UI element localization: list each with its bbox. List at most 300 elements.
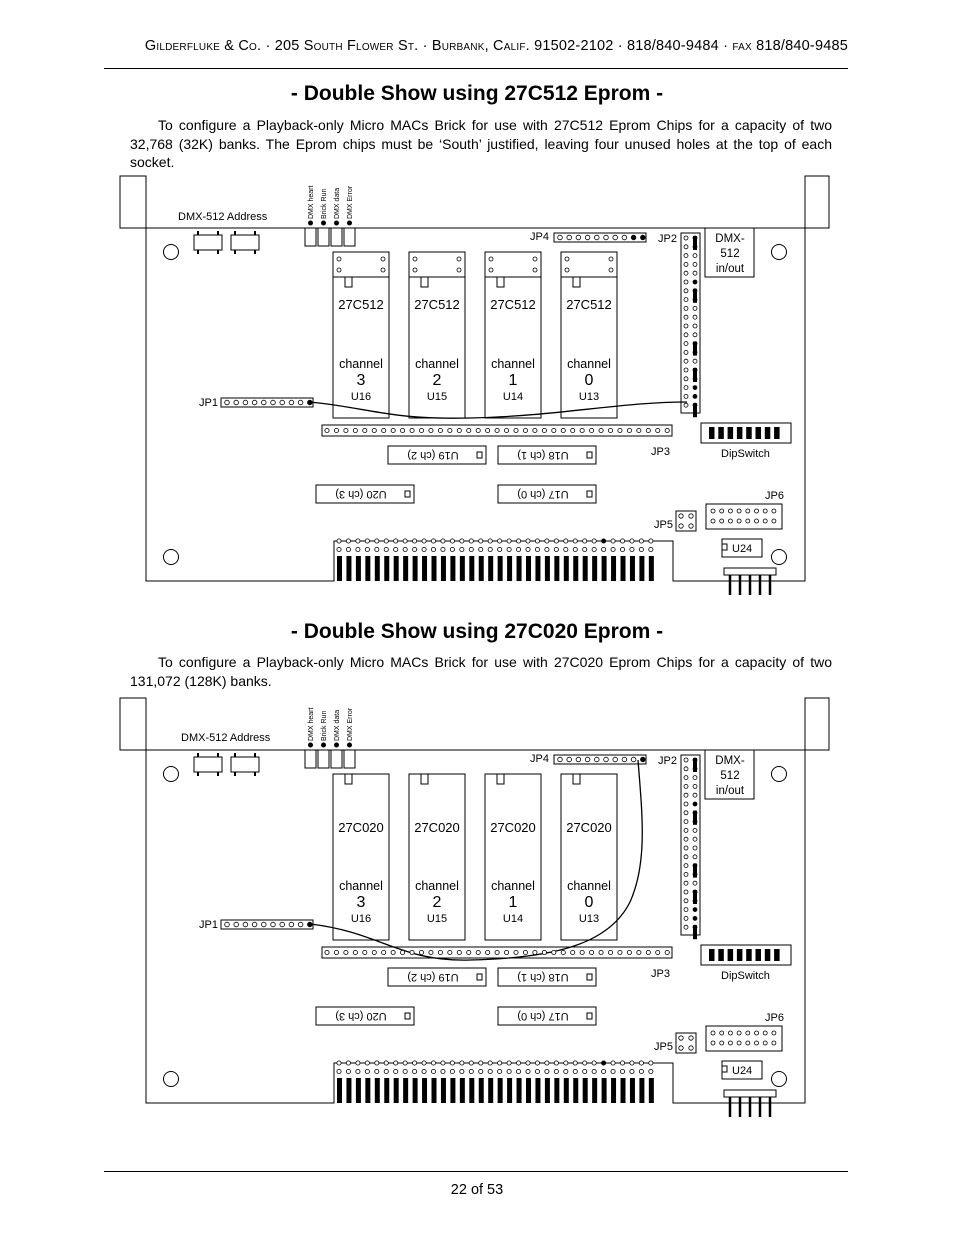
dipswitch-label: DipSwitch [721, 970, 770, 982]
header-pin [684, 925, 688, 929]
edge-pin-hole [450, 1061, 454, 1065]
edge-pin-hole [535, 1061, 539, 1065]
rotated-socket-label: U18 (ch 1) [517, 971, 569, 983]
edge-pin-hole [554, 539, 558, 543]
dip-lever [728, 427, 734, 439]
u24-label: U24 [732, 543, 753, 555]
address-rotary-switch [194, 757, 222, 772]
edge-contact-finger [498, 1078, 503, 1103]
connector-body [724, 568, 776, 575]
edge-pin-hole [564, 1069, 568, 1073]
led-dot [334, 221, 339, 226]
header-pin [382, 428, 386, 432]
chip-notch [497, 774, 504, 784]
led-label: DMX data [334, 187, 341, 219]
header-pin [599, 950, 603, 954]
header-pin [627, 428, 631, 432]
edge-pin-hole [422, 539, 426, 543]
led-dot [308, 743, 313, 748]
edge-contact-finger [583, 556, 588, 581]
edge-contact-finger [611, 1078, 616, 1103]
status-led [318, 228, 329, 246]
edge-pin-hole [649, 547, 653, 551]
header-pin [225, 922, 230, 927]
header-pin [684, 908, 688, 912]
edge-pin-hole [498, 547, 502, 551]
header-pin [693, 271, 697, 275]
edge-contact-finger [394, 1078, 399, 1103]
header-pin [684, 280, 688, 284]
header-pin [467, 950, 471, 954]
edge-pin-hole [403, 1069, 407, 1073]
socket-label: U14 [502, 913, 524, 925]
edge-contact-finger [337, 1078, 342, 1103]
header-pin [684, 333, 688, 337]
header-pin [689, 514, 693, 518]
edge-pin-hole [479, 539, 483, 543]
header-pin [486, 428, 490, 432]
rotated-socket-label: U17 (ch 0) [517, 488, 569, 500]
chip-type-label: 27C020 [414, 820, 460, 835]
dmx-io-label: DMX- [715, 233, 745, 245]
mounting-hole [164, 767, 179, 782]
edge-contact-finger [450, 556, 455, 581]
channel-word: channel [339, 879, 383, 893]
edge-pin-hole [422, 1069, 426, 1073]
header-pin [225, 400, 230, 405]
edge-contact-finger [621, 1078, 626, 1103]
edge-pin-hole [611, 539, 615, 543]
edge-pin-hole [403, 539, 407, 543]
rotated-socket-label: U20 (ch 3) [335, 488, 387, 500]
edge-pin-hole [535, 539, 539, 543]
header-pin [684, 386, 688, 390]
edge-contact-finger [488, 1078, 493, 1103]
edge-pin-hole [422, 547, 426, 551]
edge-contact-finger [356, 556, 361, 581]
edge-contact-finger [479, 556, 484, 581]
header-pin [410, 950, 414, 954]
edge-pin-hole [573, 1069, 577, 1073]
header-pin [684, 881, 688, 885]
edge-contact-finger [469, 556, 474, 581]
channel-number: 1 [508, 372, 518, 389]
edge-pin-hole [356, 1061, 360, 1065]
edge-pin-hole [592, 539, 596, 543]
socket-label: U15 [426, 913, 448, 925]
jumper-shunt [693, 289, 697, 303]
header-pin [656, 950, 660, 954]
header-pin [684, 802, 688, 806]
chip-type-label: 27C512 [490, 297, 536, 312]
edge-contact-finger [346, 1078, 351, 1103]
channel-word: channel [415, 357, 459, 371]
header-pin [693, 776, 697, 780]
header-pin [711, 519, 715, 523]
header-pin [580, 428, 584, 432]
header-pin [622, 235, 627, 240]
header-pin [693, 280, 697, 284]
channel-number: 1 [508, 894, 518, 911]
header-pin [576, 235, 581, 240]
header-pin [298, 400, 303, 405]
header-pin [567, 235, 572, 240]
edge-pin-hole [403, 1061, 407, 1065]
edge-pin-hole [554, 1069, 558, 1073]
led-dot [308, 221, 313, 226]
edge-pin-hole [583, 1069, 587, 1073]
edge-pin-hole [413, 547, 417, 551]
chip-notch [345, 774, 352, 784]
unused-hole [457, 268, 461, 272]
edge-pin-hole [479, 1069, 483, 1073]
edge-contact-finger [517, 1078, 522, 1103]
header-pin [720, 509, 724, 513]
dmx-io-label: DMX- [715, 755, 745, 767]
status-led [331, 750, 342, 768]
header-pin [641, 235, 646, 240]
jp2-label: JP2 [658, 233, 677, 245]
header-pin [495, 950, 499, 954]
edge-pin-hole [583, 1061, 587, 1065]
header-pin [684, 864, 688, 868]
dip-lever [737, 427, 743, 439]
edge-pin-hole [630, 1069, 634, 1073]
jp6-label: JP6 [765, 490, 784, 502]
chip-notch [722, 1066, 727, 1072]
jumper-shunt [693, 236, 697, 250]
status-led [305, 228, 316, 246]
header-pin [746, 509, 750, 513]
header-pin [665, 950, 669, 954]
edge-pin-hole [375, 1061, 379, 1065]
edge-pin-hole [649, 1061, 653, 1065]
edge-pin-hole [356, 1069, 360, 1073]
header-pin [679, 1046, 683, 1050]
channel-word: channel [339, 357, 383, 371]
edge-contact-finger [403, 1078, 408, 1103]
socket-label: U15 [426, 391, 448, 403]
edge-pin-hole [488, 547, 492, 551]
header-pin [684, 820, 688, 824]
jumper-wire [310, 760, 642, 960]
header-pin [608, 950, 612, 954]
led-label: DMX Error [347, 185, 354, 219]
header-pin [243, 922, 248, 927]
dip-lever [737, 949, 743, 961]
edge-pin-hole [356, 547, 360, 551]
dip-lever [718, 427, 724, 439]
header-pin [289, 400, 294, 405]
header-pin [298, 922, 303, 927]
edge-contact-finger [469, 1078, 474, 1103]
edge-pin-hole [337, 1061, 341, 1065]
dmx-address-label: DMX-512 Address [178, 211, 268, 223]
edge-pin-hole [583, 547, 587, 551]
edge-pin-hole [488, 1061, 492, 1065]
edge-pin-hole [516, 1061, 520, 1065]
rotated-socket-label: U20 (ch 3) [335, 1010, 387, 1022]
edge-pin-hole [394, 547, 398, 551]
header-pin [419, 428, 423, 432]
edge-pin-hole [498, 539, 502, 543]
header-pin [679, 524, 683, 528]
edge-contact-finger [573, 1078, 578, 1103]
edge-contact-finger [554, 1078, 559, 1103]
header-pin [693, 908, 697, 912]
edge-contact-finger [545, 556, 550, 581]
header-pin [763, 519, 767, 523]
edge-pin-hole [639, 547, 643, 551]
edge-contact-finger [460, 556, 465, 581]
edge-pin-hole [526, 1069, 530, 1073]
chip-type-label: 27C512 [414, 297, 460, 312]
header-pin [262, 922, 267, 927]
edge-contact-finger [639, 556, 644, 581]
header-pin [325, 950, 329, 954]
header-pin [684, 394, 688, 398]
dip-lever [774, 949, 780, 961]
socket-label: U16 [350, 391, 372, 403]
edge-pin-hole [630, 547, 634, 551]
header-pin [567, 757, 572, 762]
header-pin [684, 306, 688, 310]
header-pin [693, 324, 697, 328]
edge-contact-finger [403, 556, 408, 581]
unused-hole [609, 257, 613, 261]
edge-pin-hole [535, 1069, 539, 1073]
chip-notch [573, 277, 580, 287]
header-pin [684, 776, 688, 780]
unused-holes-area [333, 252, 389, 277]
address-rotary-switch [231, 235, 259, 250]
edge-pin-hole [441, 547, 445, 551]
edge-pin-hole [346, 1069, 350, 1073]
header-pin [576, 757, 581, 762]
header-pin [711, 1041, 715, 1045]
edge-pin-hole [460, 1069, 464, 1073]
socket-notch [587, 1013, 592, 1019]
header-pin [604, 757, 609, 762]
section2-title: - Double Show using 27C020 Eprom - [290, 620, 664, 643]
edge-contact-finger [507, 556, 512, 581]
edge-pin-hole [564, 539, 568, 543]
edge-pin-hole [337, 547, 341, 551]
unused-hole [457, 257, 461, 261]
header-pin [438, 950, 442, 954]
dip-lever [746, 949, 752, 961]
led-dot [334, 743, 339, 748]
header-pin [684, 236, 688, 240]
page-number: 22 of 53 [450, 1182, 504, 1198]
header-pin [372, 428, 376, 432]
jp2-label: JP2 [658, 755, 677, 767]
header-pin [438, 428, 442, 432]
jumper-shunt [693, 890, 697, 904]
header-pin [561, 428, 565, 432]
header-pin [684, 262, 688, 266]
header-pin [689, 1046, 693, 1050]
edge-pin-hole [526, 539, 530, 543]
led-label: DMX heart [308, 185, 315, 219]
channel-number: 3 [356, 372, 366, 389]
jp3-label: JP3 [651, 446, 670, 458]
header-pin [325, 428, 329, 432]
edge-pin-hole [630, 1061, 634, 1065]
channel-number: 3 [356, 894, 366, 911]
edge-pin-hole [441, 1069, 445, 1073]
header-pin [262, 400, 267, 405]
edge-contact-finger [592, 556, 597, 581]
dmx-io-label: 512 [720, 770, 740, 782]
edge-pin-hole [394, 539, 398, 543]
header-pin [514, 428, 518, 432]
unused-hole [533, 268, 537, 272]
edge-pin-hole [639, 1069, 643, 1073]
dip-lever [765, 949, 771, 961]
led-dot [321, 221, 326, 226]
edge-contact-finger [413, 556, 418, 581]
header-pin [457, 428, 461, 432]
header-pin [599, 428, 603, 432]
edge-pin-hole [488, 1069, 492, 1073]
status-led [344, 750, 355, 768]
header-pin [684, 758, 688, 762]
edge-pin-hole [620, 1069, 624, 1073]
jp4-label: JP4 [530, 231, 549, 243]
edge-pin-hole [469, 1069, 473, 1073]
mounting-hole [772, 550, 787, 565]
edge-contact-finger [441, 556, 446, 581]
dmx-address-label: DMX-512 Address [181, 732, 271, 744]
socket-notch [587, 452, 592, 458]
edge-contact-finger [526, 556, 531, 581]
header-pin [728, 1031, 732, 1035]
edge-pin-hole [394, 1069, 398, 1073]
jp4-label: JP4 [530, 753, 549, 765]
header-pin [467, 428, 471, 432]
socket-label: U13 [578, 913, 600, 925]
header-pin [580, 950, 584, 954]
header-pin [684, 315, 688, 319]
header-pin [772, 1041, 776, 1045]
edge-pin-hole [498, 1061, 502, 1065]
header-pin [737, 1041, 741, 1045]
edge-contact-finger [422, 1078, 427, 1103]
socket-notch [477, 974, 482, 980]
socket-notch [405, 1013, 410, 1019]
jp5-header [676, 1033, 696, 1053]
edge-pin-hole [545, 539, 549, 543]
edge-pin-hole [592, 1069, 596, 1073]
dip-lever [756, 949, 762, 961]
edge-pin-hole [413, 539, 417, 543]
edge-contact-finger [639, 1078, 644, 1103]
edge-pin-hole [403, 547, 407, 551]
header-pin [684, 793, 688, 797]
edge-pin-hole [516, 539, 520, 543]
led-label: DMX data [334, 709, 341, 741]
header-pin [476, 950, 480, 954]
header-pin [622, 757, 627, 762]
edge-pin-hole [375, 547, 379, 551]
edge-pin-hole [620, 1061, 624, 1065]
header-pin [772, 509, 776, 513]
status-led [331, 228, 342, 246]
header-pin [684, 324, 688, 328]
edge-pin-hole [602, 1061, 606, 1065]
edge-contact-finger [422, 556, 427, 581]
edge-contact-finger [337, 556, 342, 581]
edge-pin-hole [639, 1061, 643, 1065]
edge-contact-finger [554, 556, 559, 581]
chip-notch [497, 277, 504, 287]
edge-pin-hole [431, 539, 435, 543]
jp6-header [706, 504, 782, 529]
header-pin [746, 519, 750, 523]
section1-title: - Double Show using 27C512 Eprom - [290, 82, 664, 105]
jumper-shunt [693, 864, 697, 878]
dipswitch-label: DipSwitch [721, 448, 770, 460]
header-pin [693, 333, 697, 337]
edge-pin-hole [384, 1061, 388, 1065]
edge-pin-hole [460, 539, 464, 543]
dmx-io-label: in/out [715, 263, 745, 275]
edge-contact-finger [564, 556, 569, 581]
header-pin [289, 922, 294, 927]
header-pin [737, 1031, 741, 1035]
header-pin [429, 428, 433, 432]
header-pin [679, 514, 683, 518]
edge-contact-finger [460, 1078, 465, 1103]
chip-type-label: 27C020 [566, 820, 612, 835]
mounting-hole [164, 1072, 179, 1087]
header-pin [613, 235, 618, 240]
header-pin [656, 428, 660, 432]
edge-pin-hole [592, 1061, 596, 1065]
jp5-label: JP5 [654, 519, 673, 531]
edge-pin-hole [469, 1061, 473, 1065]
header-pin [476, 428, 480, 432]
header-pin [693, 315, 697, 319]
header-pin [728, 519, 732, 523]
chip-notch [573, 774, 580, 784]
header-pin [641, 757, 646, 762]
chip-notch [722, 544, 727, 550]
header-pin [684, 916, 688, 920]
edge-pin-hole [554, 547, 558, 551]
header-pin [646, 950, 650, 954]
board-diagram-27c512 [0, 170, 954, 600]
edge-pin-hole [394, 1061, 398, 1065]
edge-contact-finger [507, 1078, 512, 1103]
header-pin [618, 428, 622, 432]
header-pin [271, 400, 276, 405]
header-pin [684, 254, 688, 258]
u24-label: U24 [732, 1065, 753, 1077]
edge-pin-hole [507, 539, 511, 543]
header-pin [234, 922, 239, 927]
mounting-hole [772, 245, 787, 260]
edge-contact-finger [375, 556, 380, 581]
edge-contact-finger [365, 556, 370, 581]
unused-hole [565, 257, 569, 261]
header-pin [646, 428, 650, 432]
header-pin [684, 855, 688, 859]
header-pin [533, 950, 537, 954]
edge-pin-hole [346, 547, 350, 551]
header-pin [252, 400, 257, 405]
